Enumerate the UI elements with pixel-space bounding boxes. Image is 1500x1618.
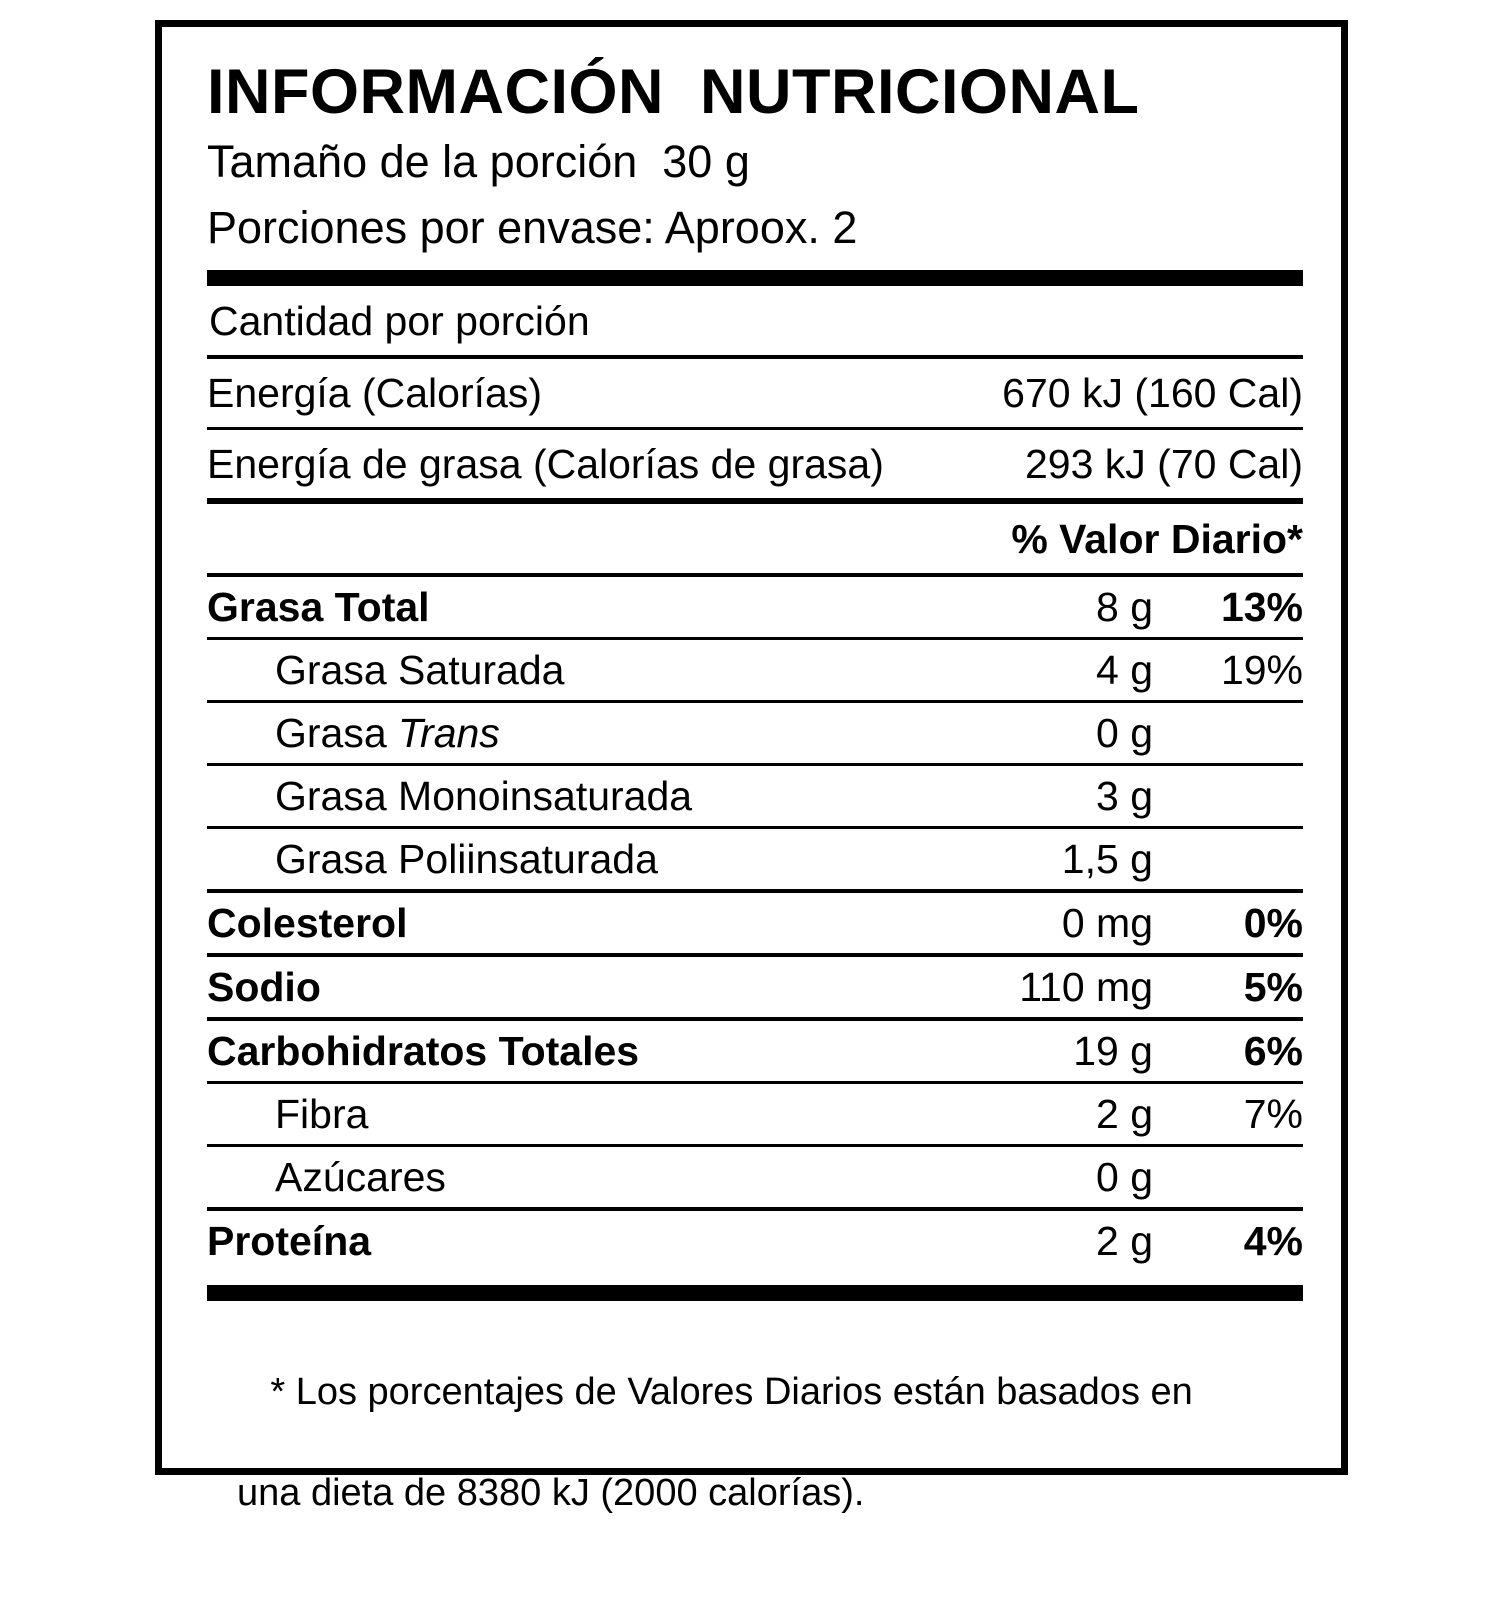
nutrient-label: Colesterol [207,900,408,947]
nutrient-label: Grasa Total [207,584,430,631]
nutrient-label: Proteína [207,1218,372,1265]
nutrient-label: Azúcares [275,1154,446,1201]
nutrient-amount: 4 g [1096,647,1153,694]
nutrient-amount: 8 g [1096,584,1153,631]
footnote-line-1: * Los porcentajes de Valores Diarios están basados en [270,1371,1193,1414]
energy-from-fat-value: 293 kJ (70 Cal) [1024,441,1303,488]
nutrient-daily-value: 0% [1243,900,1303,947]
nutrient-amount: 0 g [1096,1154,1153,1201]
table-row [207,640,1303,700]
nutrient-amount: 110 mg [1019,964,1153,1011]
nutrient-label [207,710,823,757]
nutrient-daily-value: 4% [1243,1218,1303,1265]
table-row [207,1147,1303,1207]
nutrient-amount: 1,5 g [1061,836,1153,883]
energy-row [207,359,1303,427]
nutrient-amount: 3 g [1096,773,1153,820]
nutrient-amount: 2 g [1096,1218,1153,1265]
page-title: INFORMACIÓN NUTRICIONAL [207,57,1140,127]
nutrient-label: Grasa Poliinsaturada [275,836,658,883]
footnote [207,1301,1303,1618]
nutrition-facts-content [207,47,1303,1618]
table-row [207,957,1303,1017]
nutrient-daily-value: 6% [1243,1028,1303,1075]
nutrient-label: Fibra [275,1091,369,1138]
nutrient-label: Grasa Saturada [275,647,565,694]
table-row [207,766,1303,826]
nutrient-daily-value: 13% [1220,584,1303,631]
divider-thick-bottom [207,1285,1303,1301]
energy-label: Energía (Calorías) [207,370,542,417]
nutrient-daily-value: 5% [1243,964,1303,1011]
daily-value-header: % Valor Diario* [1011,516,1303,563]
amount-per-serving-heading: Cantidad por porción [209,298,590,345]
nutrient-label: Carbohidratos Totales [207,1028,640,1075]
nutrient-amount: 0 mg [1061,900,1153,947]
nutrient-amount: 0 g [1096,710,1153,757]
table-row [207,577,1303,637]
energy-from-fat-row [207,430,1303,498]
nutrient-daily-value: 19% [1220,647,1303,694]
table-row [207,703,1303,763]
serving-size-text: Tamaño de la porción 30 g [207,136,750,188]
nutrient-label-italic: Trans [398,710,500,757]
table-row [207,1084,1303,1144]
nutrient-label: Grasa Monoinsaturada [275,773,693,820]
nutrient-amount: 2 g [1096,1091,1153,1138]
table-row [207,829,1303,889]
footnote-line-2: una dieta de 8380 kJ (2000 calorías). [237,1471,865,1514]
energy-value: 670 kJ (160 Cal) [1002,370,1303,417]
servings-per-container-text: Porciones por envase: Aproox. 2 [207,201,858,253]
nutrient-label-plain: Grasa [275,710,399,757]
nutrient-label: Sodio [207,964,321,1011]
energy-from-fat-label: Energía de grasa (Calorías de grasa) [207,441,884,488]
table-row [207,893,1303,953]
nutrient-daily-value: 7% [1243,1091,1303,1138]
nutrient-amount: 19 g [1073,1028,1153,1075]
nutrition-facts-panel [155,20,1348,1514]
table-row [207,1211,1303,1271]
divider-thick-top [207,270,1303,286]
table-row [207,1021,1303,1081]
